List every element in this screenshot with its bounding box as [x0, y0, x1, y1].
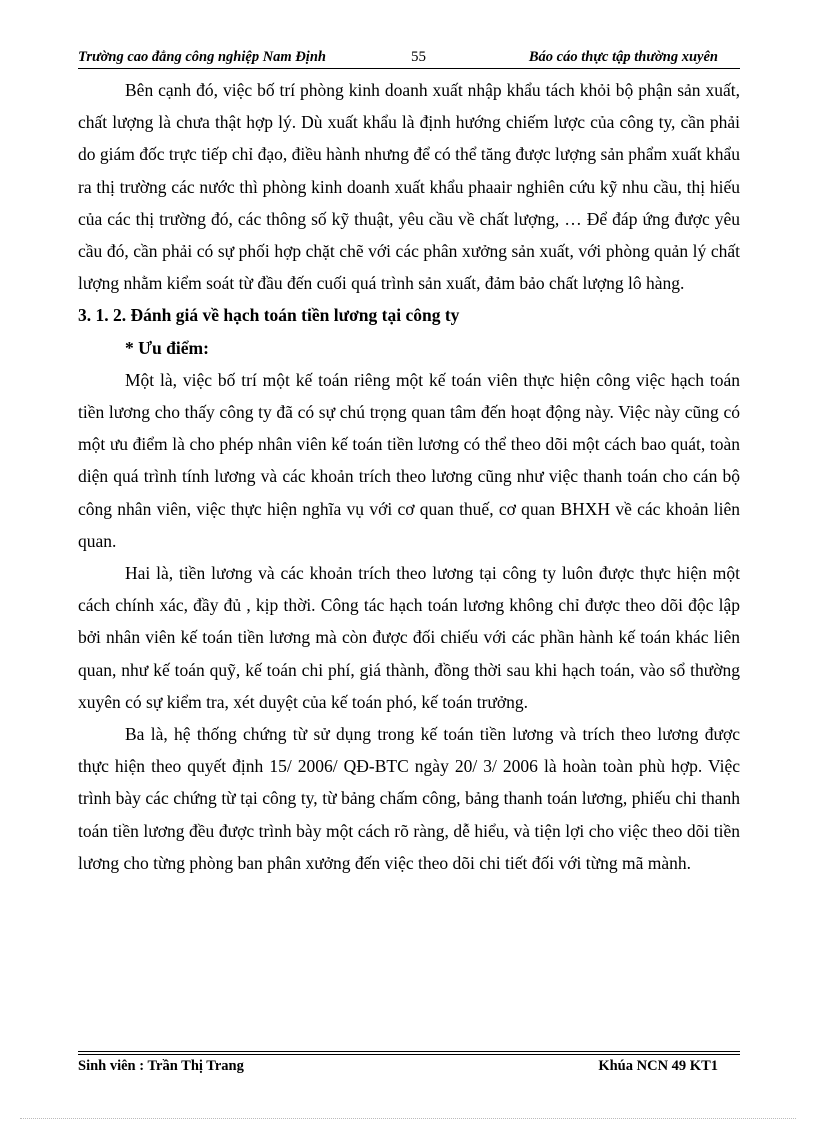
paragraph-1: Bên cạnh đó, việc bố trí phòng kinh doanh xuất nhập khẩu tách khỏi bộ phận sản xuất, chất lượng là chưa thật hợp lý. Dù xuất khẩu là định hướng chiếm lược của công ty, cần phải do giám đốc trực tiếp chỉ đạo, điều hành nhưng để có thể tăng được lượng sản phẩm xuất khẩu ra thị trường các nước thì phòng kinh doanh xuất khẩu phaair nghiên cứu kỹ nhu cầu, thị hiếu của các thị trường đó, các thông số kỹ thuật, yêu cầu về chất lượng, … Để đáp ứng được yêu cầu đó, cần phải có sự phối hợp chặt chẽ với các phân xưởng sản xuất, với phòng quản lý chất lượng nhằm kiểm soát từ đầu đến cuối quá trình sản xuất, đảm bảo chất lượng lô hàng.: [78, 80, 740, 294]
paragraph-2: Một là, việc bố trí một kế toán riêng một kế toán viên thực hiện công việc hạch toán tiền lương cho thấy công ty đã có sự chú trọng quan tâm đến hoạt động này. Việc này cũng có một ưu điểm là cho phép nhân viên kế toán tiền lương có thể theo dõi một cách bao quát, toàn diện quá trình tính lương và các khoản trích theo lương cũng như việc thanh toán cho cán bộ công nhân viên, việc thực hiện nghĩa vụ với cơ quan thuế, cơ quan BHXH về các khoản liên quan.: [78, 369, 740, 551]
subheading-advantages: * Ưu điểm:: [125, 337, 209, 358]
footer-rule-top: [78, 1051, 740, 1052]
page-edge-dots: [20, 1118, 796, 1119]
class-name: Khúa NCN 49 KT1: [598, 1058, 718, 1074]
paragraph-3: Hai là, tiền lương và các khoản trích theo lương tại công ty luôn được thực hiện một cách chính xác, đầy đủ , kịp thời. Công tác hạch toán lương không chỉ được theo dõi độc lập bởi nhân viên kế toán tiền lương mà còn được đối chiếu với các phần hành kế toán khác liên quan, như kế toán quỹ, kế toán chi phí, giá thành, đồng thời sau khi hạch toán, vào sổ thường xuyên có sự kiểm tra, xét duyệt của kế toán phó, kế toán trưởng.: [78, 563, 740, 712]
school-name: Trường cao đẳng công nghiệp Nam Định: [78, 49, 326, 65]
header-rule: [78, 68, 740, 69]
section-heading: 3. 1. 2. Đánh giá về hạch toán tiền lương tại công ty: [78, 305, 460, 326]
page-number: 55: [411, 49, 426, 65]
report-title: Báo cáo thực tập thường xuyên: [528, 49, 718, 65]
page-header: [78, 49, 740, 69]
page-content: [78, 74, 740, 879]
student-name: Sinh viên : Trần Thị Trang: [78, 1058, 244, 1074]
paragraph-4: Ba là, hệ thống chứng từ sử dụng trong kế toán tiền lương và trích theo lương được thực hiện theo quyết định 15/ 2006/ QĐ-BTC ngày 20/ 3/ 2006 là hoàn toàn phù hợp. Việc trình bày các chứng từ tại công ty, từ bảng chấm công, bảng thanh toán lương, phiếu chi thanh toán tiền lương đều được trình bày một cách rõ ràng, dễ hiểu, và tiện lợi cho việc theo dõi tiền lương cho từng phòng ban phân xưởng đến việc theo dõi chi tiết đối với từng mã mành.: [78, 724, 740, 873]
footer-rule-bottom: [78, 1054, 740, 1055]
